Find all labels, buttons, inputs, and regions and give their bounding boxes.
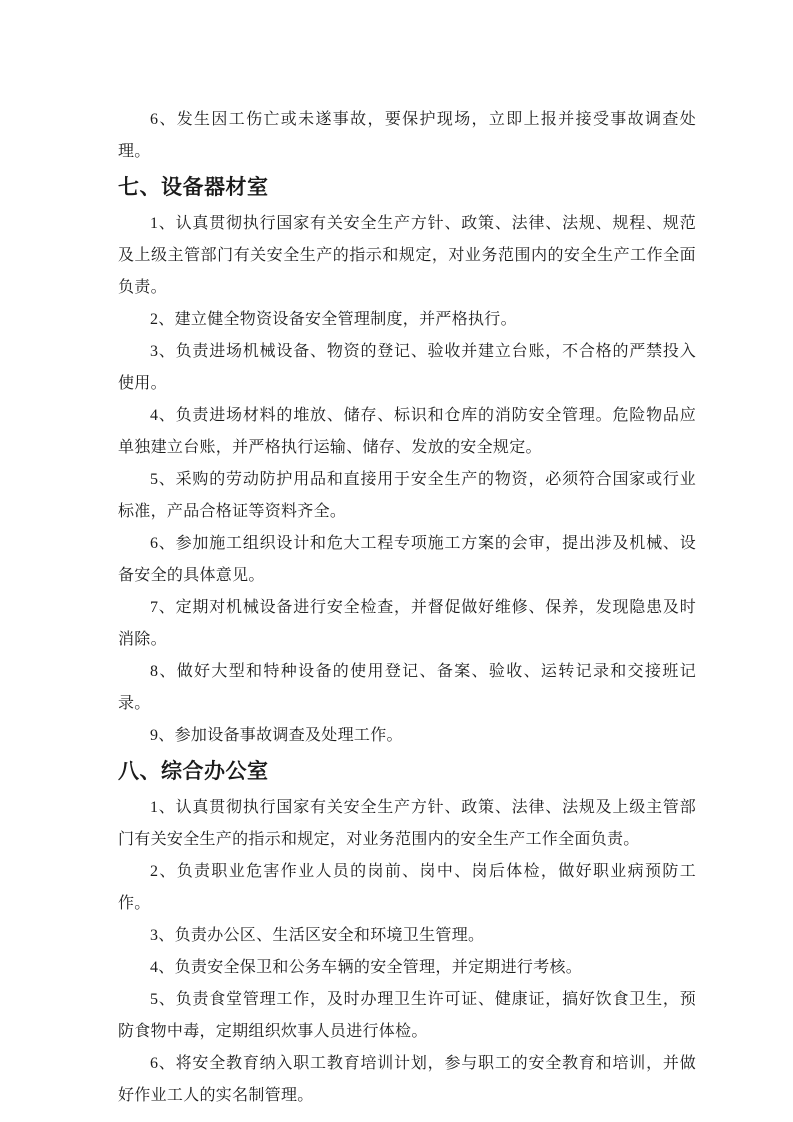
- section-heading-equipment-room: 七、设备器材室: [118, 176, 269, 199]
- general-office-clause-4: 4、负责安全保卫和公务车辆的安全管理，并定期进行考核。: [150, 959, 583, 976]
- clause-previous-section-item-6: 6、发生因工伤亡或未遂事故，要保护现场，立即上报并接受事故调查处理。: [118, 111, 696, 160]
- equipment-room-clause-5: 5、采购的劳动防护用品和直接用于安全生产的物资，必须符合国家或行业标准，产品合格证等资料齐全。: [118, 471, 696, 520]
- section-heading-general-office: 八、综合办公室: [118, 760, 269, 783]
- equipment-room-clause-2: 2、建立健全物资设备安全管理制度，并严格执行。: [150, 311, 517, 328]
- general-office-clause-2: 2、负责职业危害作业人员的岗前、岗中、岗后体检，做好职业病预防工作。: [118, 863, 696, 912]
- general-office-clause-6: 6、将安全教育纳入职工教育培训计划，参与职工的安全教育和培训，并做好作业工人的实名制管理。: [118, 1055, 696, 1104]
- equipment-room-clause-9: 9、参加设备事故调查及处理工作。: [150, 727, 403, 744]
- general-office-clause-3: 3、负责办公区、生活区安全和环境卫生管理。: [150, 927, 485, 944]
- equipment-room-clause-6: 6、参加施工组织设计和危大工程专项施工方案的会审，提出涉及机械、设备安全的具体意见。: [118, 535, 696, 584]
- equipment-room-clause-3: 3、负责进场机械设备、物资的登记、验收并建立台账，不合格的严禁投入使用。: [118, 343, 696, 392]
- general-office-clause-5: 5、负责食堂管理工作，及时办理卫生许可证、健康证，搞好饮食卫生，预防食物中毒，定期组织炊事人员进行体检。: [118, 991, 696, 1040]
- document-content: [118, 104, 696, 1112]
- equipment-room-clause-7: 7、定期对机械设备进行安全检查，并督促做好维修、保养，发现隐患及时消除。: [118, 599, 696, 648]
- equipment-room-clause-1: 1、认真贯彻执行国家有关安全生产方针、政策、法律、法规、规程、规范及上级主管部门有关安全生产的指示和规定，对业务范围内的安全生产工作全面负责。: [118, 215, 696, 296]
- general-office-clause-1: 1、认真贯彻执行国家有关安全生产方针、政策、法律、法规及上级主管部门有关安全生产的指示和规定，对业务范围内的安全生产工作全面负责。: [118, 799, 696, 848]
- equipment-room-clause-8: 8、做好大型和特种设备的使用登记、备案、验收、运转记录和交接班记录。: [118, 663, 696, 712]
- equipment-room-clause-4: 4、负责进场材料的堆放、储存、标识和仓库的消防安全管理。危险物品应单独建立台账，并严格执行运输、储存、发放的安全规定。: [118, 407, 696, 456]
